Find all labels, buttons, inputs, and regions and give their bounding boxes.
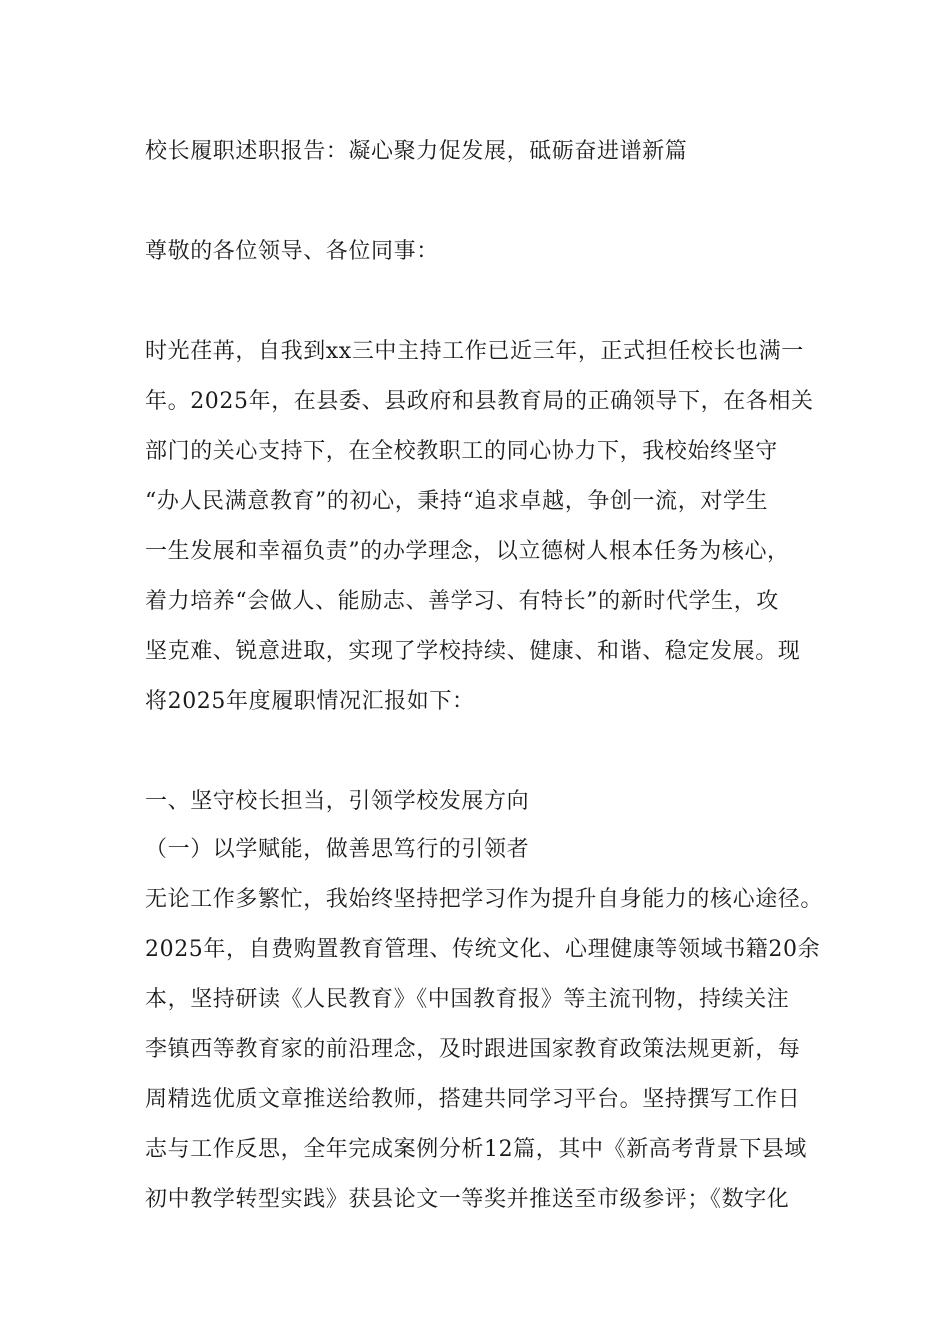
document-title: 校长履职述职报告：凝心聚力促发展，砥砺奋进谱新篇	[145, 139, 688, 164]
intro-line: 将2025年度履职情况汇报如下：	[145, 689, 475, 714]
subsection-heading: （一）以学赋能，做善思笃行的引领者	[145, 837, 530, 862]
section-heading: 一、坚守校长担当，引领学校发展方向	[145, 789, 530, 814]
body-line: 李镇西等教育家的前沿理念，及时跟进国家教育政策法规更新，每	[145, 1037, 801, 1062]
body-line: 志与工作反思，全年完成案例分析12篇，其中《新高考背景下县域	[145, 1137, 807, 1162]
salutation: 尊敬的各位领导、各位同事：	[145, 239, 439, 264]
intro-line: 一生发展和幸福负责”的办学理念，以立德树人根本任务为核心，	[145, 539, 790, 564]
intro-line: 年。2025年，在县委、县政府和县教育局的正确领导下，在各相关	[145, 389, 814, 414]
intro-line: 部门的关心支持下，在全校教职工的同心协力下，我校始终坚守	[145, 439, 778, 464]
body-line: 周精选优质文章推送给教师，搭建共同学习平台。坚持撰写工作日	[145, 1087, 801, 1112]
body-line: 初中教学转型实践》获县论文一等奖并推送至市级参评；《数字化	[145, 1187, 790, 1212]
body-line: 本，坚持研读《人民教育》《中国教育报》等主流刊物，持续关注	[145, 987, 790, 1012]
intro-line: 时光荏苒，自我到xx三中主持工作已近三年，正式担任校长也满一	[145, 339, 804, 364]
intro-line: 着力培养“会做人、能励志、善学习、有特长”的新时代学生，攻	[145, 589, 779, 614]
body-line: 2025年，自费购置教育管理、传统文化、心理健康等领域书籍20余	[145, 937, 821, 962]
body-line: 无论工作多繁忙，我始终坚持把学习作为提升自身能力的核心途径。	[145, 887, 824, 912]
intro-line: 坚克难、锐意进取，实现了学校持续、健康、和谐、稳定发展。现	[145, 639, 801, 664]
intro-line: “办人民满意教育”的初心，秉持“追求卓越，争创一流，对学生	[145, 489, 769, 514]
